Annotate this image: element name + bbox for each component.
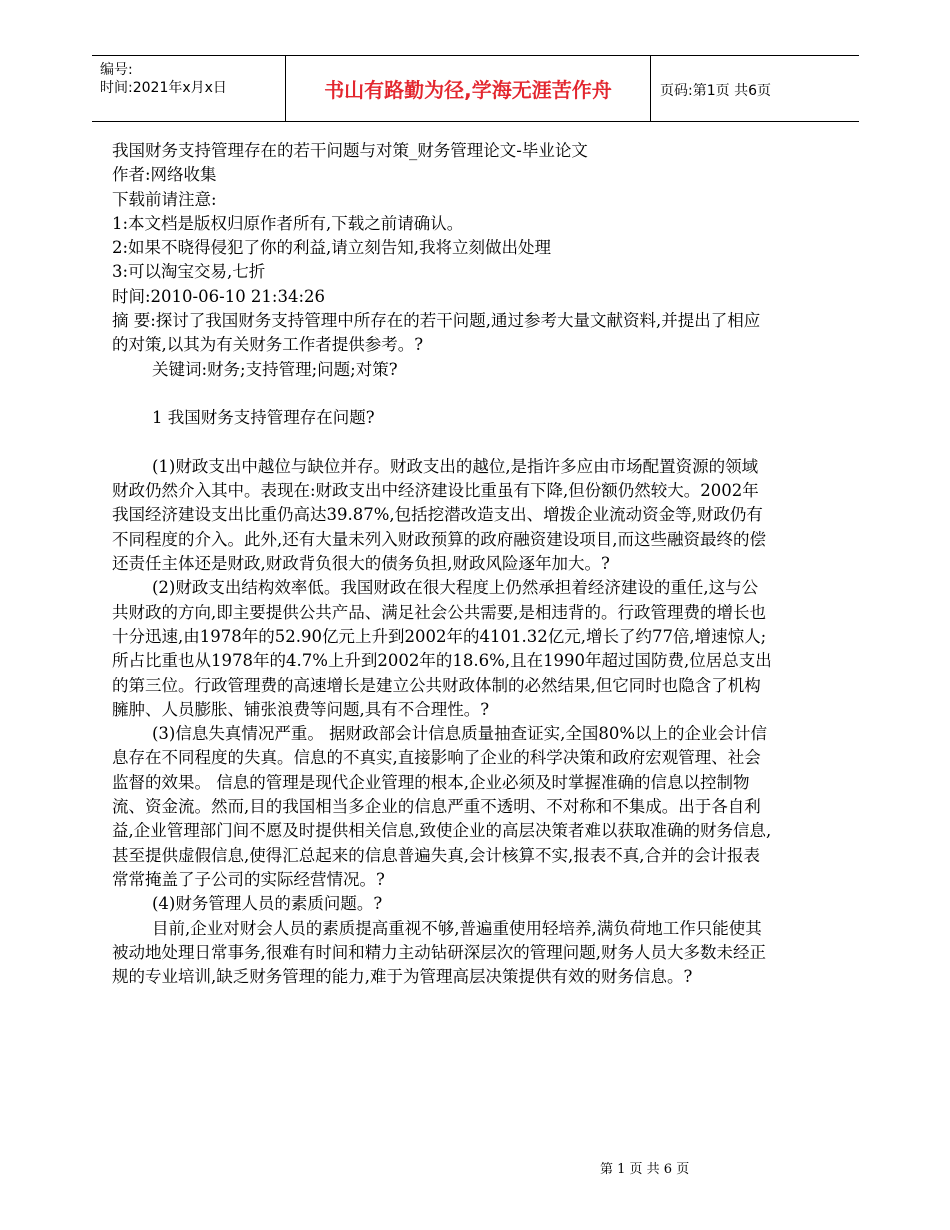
document-body	[112, 139, 772, 989]
header-divider-right	[650, 55, 651, 121]
paragraph-1: (1)财政支出中越位与缺位并存。财政支出的越位,是指许多应由市场配置资源的领域财政仍然介入其中。表现在:财政支出中经济建设比重虽有下降,但份额仍然较大。2002年我国经济建设支出比重仍高达39.87%,包括挖潜改造支出、增拨企业流动资金等,财政仍有不同程度的介入。此外,还有大量未列入财政预算的政府融资建设项目,而这些融资最终的偿还责任主体还是财政,财政背负很大的债务负担,财政风险逐年加大。?	[112, 456, 766, 574]
header-bottom-rule	[92, 121, 859, 122]
page-footer: 第 1 页 共 6 页	[600, 1162, 690, 1177]
document-author: 作者:网络收集	[112, 165, 217, 185]
spacer	[112, 382, 772, 406]
notice-heading: 下载前请注意:	[112, 189, 217, 209]
abstract: 摘 要:探讨了我国财务支持管理中所存在的若干问题,通过参考大量文献资料,并提出了相应的对策,以其为有关财务工作者提供参考。?	[112, 311, 761, 355]
header-page-number: 页码:第1页 共6页	[660, 83, 771, 99]
spacer	[112, 431, 772, 455]
header-motto: 书山有路勤为径,学海无涯苦作舟	[324, 78, 612, 102]
paragraph-4: (4)财务管理人员的素质问题。?	[152, 894, 383, 914]
keywords: 关键词:财务;支持管理;问题;对策?	[152, 359, 398, 379]
header-number: 编号:	[100, 62, 133, 78]
header-top-rule	[92, 55, 859, 56]
document-title: 我国财务支持管理存在的若干问题与对策_财务管理论文-毕业论文	[112, 141, 588, 160]
paragraph-2: (2)财政支出结构效率低。我国财政在很大程度上仍然承担着经济建设的重任,这与公共财政的方向,即主要提供公共产品、满足社会公共需要,是相违背的。行政管理费的增长也十分迅速,由1978年的52.90亿元上升到2002年的4101.32亿元,增长了约77倍,增速惊人;所占比重也从1978年的4.7%上升到2002年的18.6%,且在1990年超过国防费,位居总支出的第三位。行政管理费的高速增长是建立公共财政体制的必然结果,但它同时也隐含了机构臃肿、人员膨胀、铺张浪费等问题,具有不合理性。?	[112, 578, 772, 719]
section-heading: 1 我国财务支持管理存在问题?	[152, 408, 375, 428]
paragraph-5: 目前,企业对财会人员的素质提高重视不够,普遍重使用轻培养,满负荷地工作只能使其被动地处理日常事务,很难有时间和精力主动钻研深层次的管理问题,财务人员大多数未经正规的专业培训,缺乏财务管理的能力,难于为管理高层决策提供有效的财务信息。?	[112, 918, 766, 987]
paragraph-3: (3)信息失真情况严重。 据财政部会计信息质量抽查证实,全国80%以上的企业会计信息存在不同程度的失真。信息的不真实,直接影响了企业的科学决策和政府宏观管理、社会监督的效果。 信息的管理是现代企业管理的根本,企业必须及时掌握准确的信息以控制物流、资金流。然而,目的我国相当多企业的信息严重不透明、不对称和不集成。出于各自利益,企业管理部门间不愿及时提供相关信息,致使企业的高层决策者难以获取准确的财务信息,甚至提供虚假信息,使得汇总起来的信息普遍失真,会计核算不实,报表不真,合并的会计报表常常掩盖了子公司的实际经营情况。?	[112, 724, 772, 889]
header-time: 时间:2021年x月x日	[100, 80, 227, 96]
notice-item-1: 1:本文档是版权归原作者所有,下载之前请确认。	[112, 213, 464, 233]
notice-item-2: 2:如果不晓得侵犯了你的利益,请立刻告知,我将立刻做出处理	[112, 238, 552, 258]
document-timestamp: 时间:2010-06-10 21:34:26	[112, 286, 326, 306]
notice-item-3: 3:可以淘宝交易,七折	[112, 262, 266, 282]
